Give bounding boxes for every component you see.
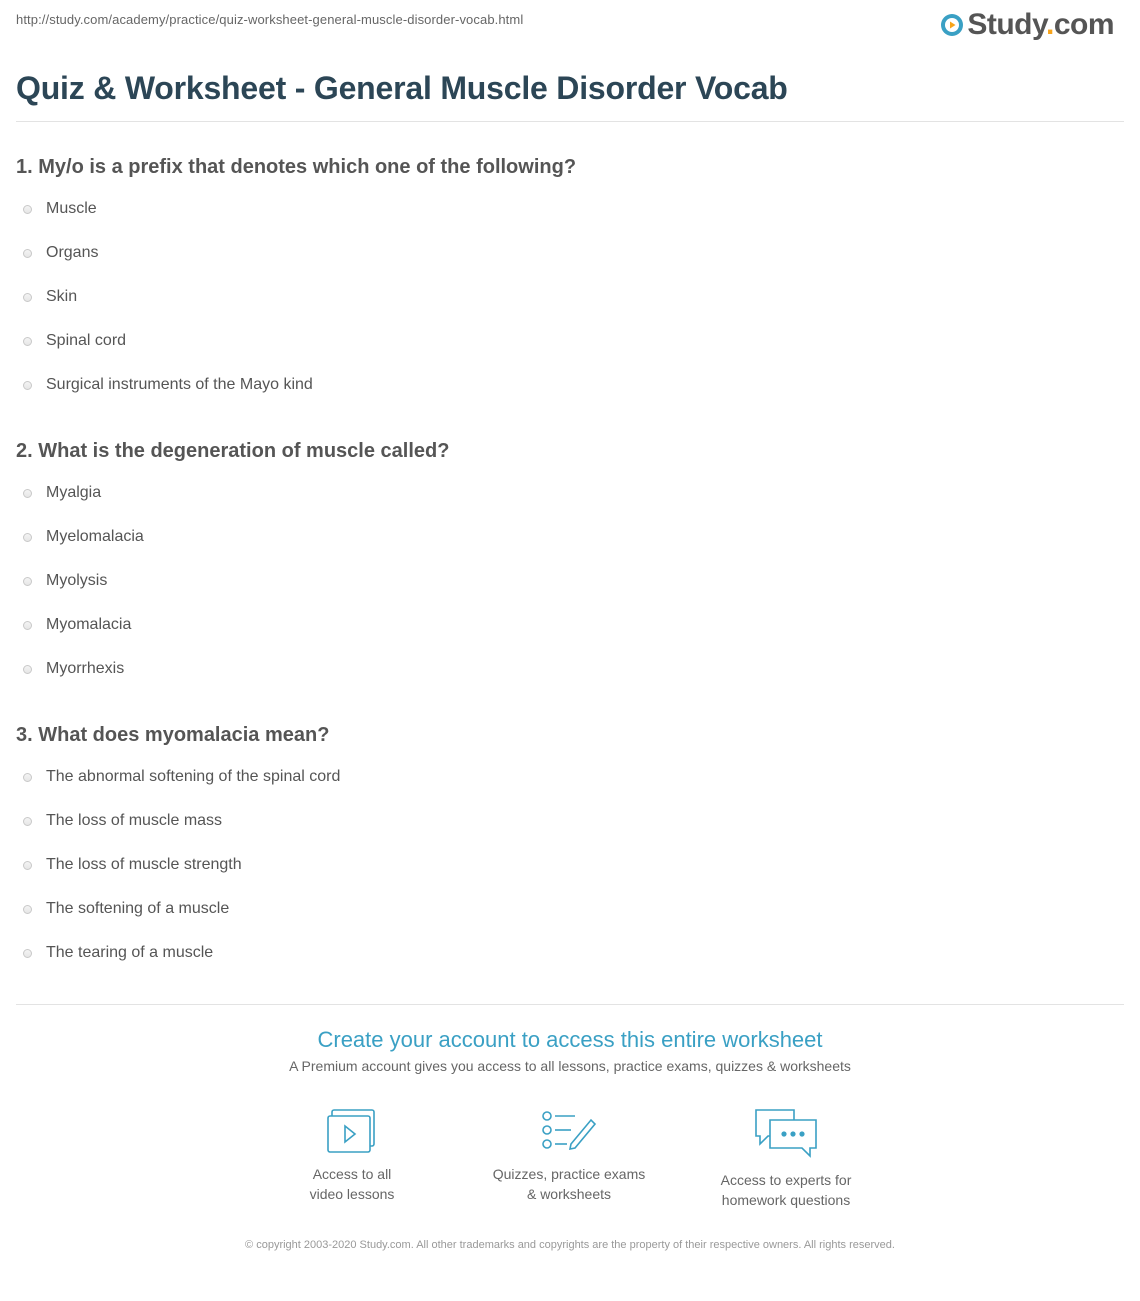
feature-quizzes <box>469 1108 669 1204</box>
q1-option-4[interactable] <box>23 332 126 350</box>
radio-button[interactable] <box>23 817 32 826</box>
radio-button[interactable] <box>23 665 32 674</box>
radio-button[interactable] <box>23 293 32 302</box>
q3-option-3[interactable] <box>23 856 242 874</box>
page-title: Quiz & Worksheet - General Muscle Disorder Vocab <box>16 70 788 106</box>
q1-option-3[interactable] <box>23 288 77 306</box>
q2-option-1[interactable] <box>23 484 101 502</box>
option-label: The softening of a muscle <box>46 900 230 917</box>
option-label: Spinal cord <box>46 332 127 349</box>
option-label: Myorrhexis <box>46 660 125 677</box>
q2-option-2[interactable] <box>23 528 144 546</box>
q3-option-1[interactable] <box>23 768 340 786</box>
option-label: Skin <box>46 288 78 305</box>
title-divider <box>16 121 1124 122</box>
feature-label: Access to experts for homework questions <box>720 1172 852 1208</box>
option-label: The loss of muscle strength <box>46 856 242 873</box>
q1-option-2[interactable] <box>23 244 98 262</box>
feature-video-lessons <box>252 1108 452 1204</box>
option-label: Myelomalacia <box>46 528 144 545</box>
chat-bubbles-icon <box>754 1108 818 1160</box>
q3-option-4[interactable] <box>23 900 229 918</box>
radio-button[interactable] <box>23 489 32 498</box>
q3-option-2[interactable] <box>23 812 222 830</box>
radio-button[interactable] <box>23 205 32 214</box>
question-2: 2. What is the degeneration of muscle called? <box>16 440 450 462</box>
q2-option-3[interactable] <box>23 572 107 590</box>
question-3: 3. What does myomalacia mean? <box>16 724 330 746</box>
video-lessons-icon <box>326 1108 378 1154</box>
option-label: The abnormal softening of the spinal cord <box>46 768 341 785</box>
radio-button[interactable] <box>23 249 32 258</box>
option-label: Myolysis <box>46 572 108 589</box>
copyright-text: © copyright 2003-2020 Study.com. All other trademarks and copyrights are the property of their respective owners. All rights reserved. <box>245 1239 895 1251</box>
feature-label: Access to all video lessons <box>309 1166 395 1202</box>
radio-button[interactable] <box>23 337 32 346</box>
option-label: The loss of muscle mass <box>46 812 223 829</box>
radio-button[interactable] <box>23 949 32 958</box>
q1-option-5[interactable] <box>23 376 313 394</box>
play-logo-icon <box>940 13 964 37</box>
radio-button[interactable] <box>23 773 32 782</box>
radio-button[interactable] <box>23 905 32 914</box>
quiz-checklist-icon <box>541 1108 597 1154</box>
create-account-link[interactable]: Create your account to access this entire worksheet <box>317 1027 823 1052</box>
q3-option-5[interactable] <box>23 944 213 962</box>
q1-option-1[interactable] <box>23 200 97 218</box>
q2-option-4[interactable] <box>23 616 131 634</box>
question-1: 1. My/o is a prefix that denotes which one of the following? <box>16 156 577 178</box>
radio-button[interactable] <box>23 577 32 586</box>
radio-button[interactable] <box>23 861 32 870</box>
option-label: Organs <box>46 244 99 261</box>
option-label: Muscle <box>46 200 97 217</box>
feature-label: Quizzes, practice exams & worksheets <box>492 1166 646 1202</box>
study-logo[interactable] <box>940 8 1114 42</box>
radio-button[interactable] <box>23 621 32 630</box>
option-label: Myomalacia <box>46 616 132 633</box>
cta-subtitle: A Premium account gives you access to all lessons, practice exams, quizzes & worksheets <box>289 1058 851 1074</box>
logo-wordmark: Study.com <box>967 8 1114 41</box>
option-label: Myalgia <box>46 484 102 501</box>
option-label: Surgical instruments of the Mayo kind <box>46 376 313 393</box>
feature-experts <box>686 1108 886 1210</box>
radio-button[interactable] <box>23 381 32 390</box>
q2-option-5[interactable] <box>23 660 124 678</box>
cta-divider <box>16 1004 1124 1005</box>
option-label: The tearing of a muscle <box>46 944 214 961</box>
radio-button[interactable] <box>23 533 32 542</box>
page-url: http://study.com/academy/practice/quiz-worksheet-general-muscle-disorder-vocab.html <box>16 12 524 27</box>
